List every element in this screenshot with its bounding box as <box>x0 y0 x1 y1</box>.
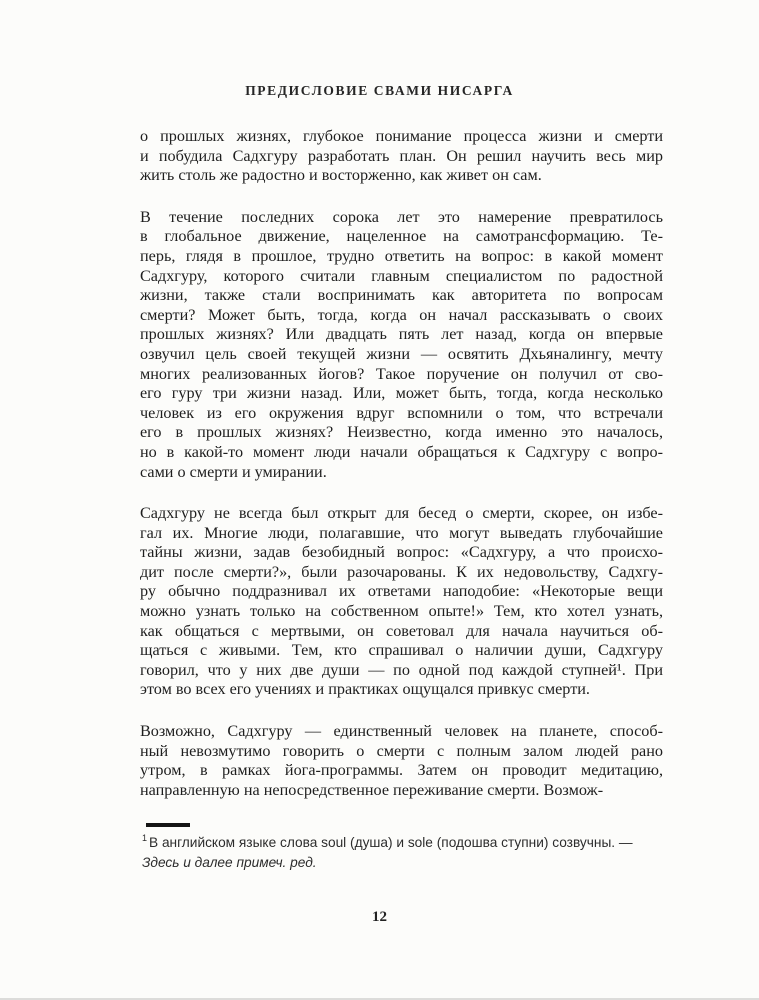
text-line: можно узнать только на собственном опыте!» Тем, кто хотел узнать, <box>140 602 663 621</box>
text-line: Возможно, Садхгуру — единственный человек на планете, способ- <box>140 722 663 741</box>
paragraph <box>140 127 663 186</box>
body-text <box>140 127 663 800</box>
page-number: 12 <box>372 909 387 925</box>
text-line: его гуру три жизни назад. Или, может быть, тогда, когда несколько <box>140 384 663 403</box>
text-line: человек из его окружения вдруг вспомнили о том, что встречали <box>140 403 663 422</box>
text-line: но в какой-то момент люди начали обращаться к Садхгуру с вопро- <box>140 442 663 461</box>
footnote-text: В английском языке слова soul (душа) и sole (подошва ступни) созвучны. — <box>149 835 633 850</box>
footnote-editor-note: Здесь и далее примеч. ред. <box>142 854 317 870</box>
text-line: прошлых жизнях? Или двадцать пять лет назад, когда он впервые <box>140 325 663 344</box>
text-line: перь, глядя в прошлое, трудно ответить на вопрос: в какой момент <box>140 246 663 265</box>
text-line: о прошлых жизнях, глубокое понимание процесса жизни и смерти <box>140 127 663 145</box>
text-line: гал их. Многие люди, полагавшие, что могут выведать глубочайшие <box>140 523 663 542</box>
footnote-marker: 1 <box>142 833 148 844</box>
text-line: как общаться с мертвыми, он советовал для начала научиться об- <box>140 621 663 640</box>
text-line: жизни, также стали воспринимать как авторитета по вопросам <box>140 286 663 305</box>
paragraph <box>140 208 663 482</box>
text-line: и побудила Садхгуру разработать план. Он решил научить весь мир <box>140 146 663 165</box>
running-header: ПРЕДИСЛОВИЕ СВАМИ НИСАРГА <box>245 83 514 98</box>
text-line: Садхгуру, которого считали главным специалистом по радостной <box>140 266 663 285</box>
text-line: дит после смерти?», были разочарованы. К их недовольству, Садхгу- <box>140 562 663 581</box>
text-line: ру обычно поддразнивал их ответами наподобие: «Некоторые вещи <box>140 582 663 601</box>
text-line: сами о смерти и умирании. <box>140 462 327 481</box>
text-line: этом во всех его учениях и практиках ощущался привкус смерти. <box>140 680 590 699</box>
text-line: в глобальное движение, нацеленное на самотрансформацию. Те- <box>140 227 663 246</box>
text-line: утром, в рамках йога-программы. Затем он проводит медитацию, <box>140 761 663 780</box>
paragraph <box>140 504 663 700</box>
text-line: тайны жизни, задав безобидный вопрос: «Садхгуру, а что происхо- <box>140 543 663 562</box>
text-line: щаться с живыми. Тем, кто спрашивал о наличии души, Садхгуру <box>140 641 663 660</box>
paragraph <box>140 722 663 800</box>
text-line: ный невозмутимо говорить о смерти с полным залом людей рано <box>140 741 663 760</box>
text-line: смерти? Может быть, тогда, когда он начал рассказывать о своих <box>140 305 663 324</box>
text-line: говорил, что у них две души — по одной под каждой ступней¹. При <box>140 660 663 679</box>
footnote-divider <box>146 823 190 827</box>
text-line: жить столь же радостно и восторженно, как живет он сам. <box>140 166 542 185</box>
text-line: направленную на непосредственное переживание смерти. Возмож- <box>140 780 604 799</box>
text-line: его в прошлых жизнях? Неизвестно, когда именно это началось, <box>140 423 663 442</box>
text-line: Садхгуру не всегда был открыт для бесед о смерти, скорее, он избе- <box>140 504 663 523</box>
text-line: озвучил цель своей текущей жизни — освятить Дхьяналингу, мечту <box>140 344 663 363</box>
text-line: многих реализованных йогов? Такое поручение он получил от сво- <box>140 364 663 383</box>
footnote <box>142 833 664 873</box>
text-line: В течение последних сорока лет это намерение превратилось <box>140 207 663 226</box>
